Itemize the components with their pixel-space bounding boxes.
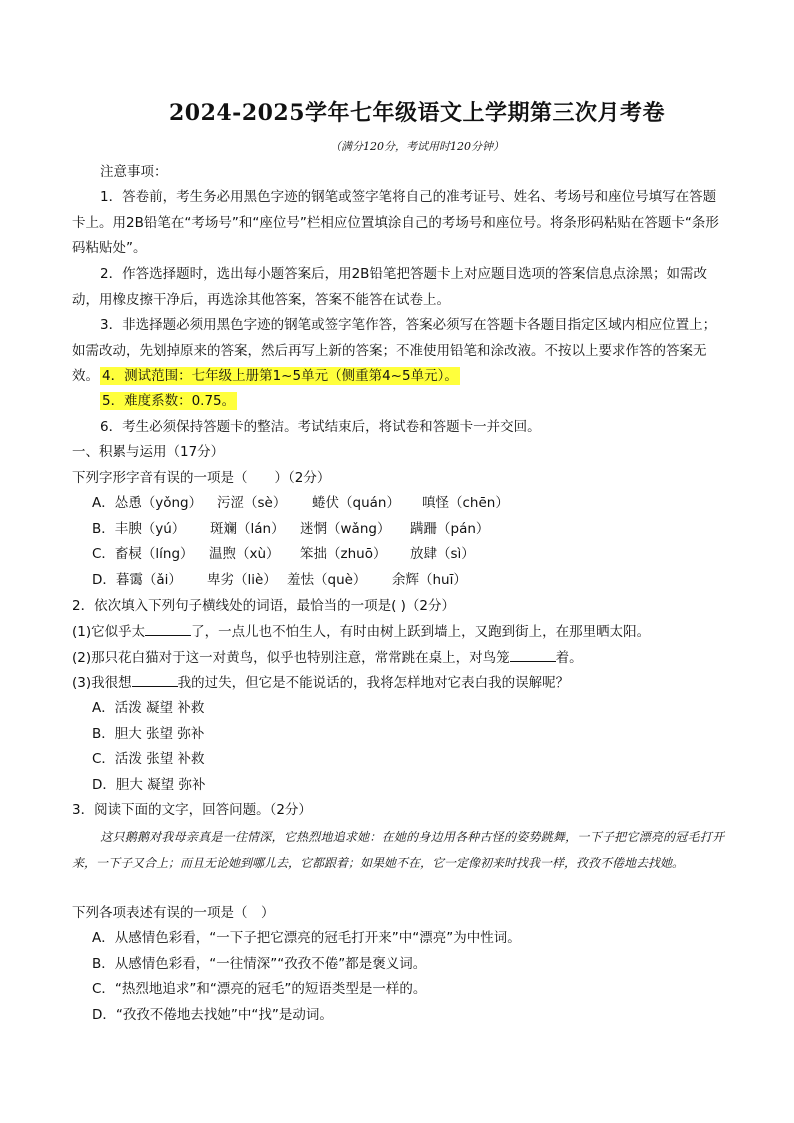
fill-blank — [145, 621, 191, 636]
notice-item-4 — [100, 366, 460, 386]
q3-option-a: A．从感情色彩看，“一下子把它漂亮的冠毛打开来”中“漂亮”为中性词。 — [92, 930, 521, 946]
q3-option-c: C．“热烈地追求”和“漂亮的冠毛”的短语类型是一样的。 — [92, 981, 427, 997]
section-heading: 一、积累与运用（17分） — [72, 444, 225, 460]
notice-item-3: 3．非选择题必须用黑色字迹的钢笔或签字笔作答，答案必须写在答题卡各题目指定区域内相应位置上；如需改动，先划掉原来的答案，然后再写上新的答案；不准使用铅笔和涂改液。不按以上要求作答的答案无效。 — [72, 317, 717, 384]
q2-option-d: D．胆大 凝望 弥补 — [92, 777, 206, 793]
highlighted-test-scope: 4．测试范围：七年级上册第1~5单元（侧重第4~5单元）。 — [102, 368, 458, 384]
notice-item-1: 1．答卷前，考生务必用黑色字迹的钢笔或签字笔将自己的准考证号、姓名、考场号和座位号填写在答题卡上。用2B铅笔在“考场号”和“座位号”栏相应位置填涂自己的考场号和座位号。将条形码粘贴在答题卡“条形码粘贴处”。 — [72, 189, 719, 256]
q3-question: 下列各项表述有误的一项是（ ） — [72, 905, 275, 921]
q2-option-b: B．胆大 张望 弥补 — [92, 726, 205, 742]
q2-sentence-1: (1)它似乎太 了，一点儿也不怕生人，有时由树上跃到墙上，又跑到街上，在那里晒太阳。 — [72, 621, 650, 642]
q1-option-d: D．暮霭（ǎi） 卑劣（liè） 羞怯（què） 余辉（huī） — [92, 572, 467, 588]
q2-stem: 2．依次填入下列句子横线处的词语，最恰当的一项是( )（2分） — [72, 598, 456, 614]
notice-item-2: 2．作答选择题时，选出每小题答案后，用2B铅笔把答题卡上对应题目选项的答案信息点涂黑；如需改动，用橡皮擦干净后，再选涂其他答案，答案不能答在试卷上。 — [72, 266, 707, 308]
notice-item-5 — [100, 391, 237, 411]
q3-passage: 这只鹅鹅对我母亲真是一往情深，它热烈地追求她：在她的身边用各种古怪的姿势跳舞，一下子把它漂亮的冠毛打开来，一下子又合上；而且无论她到哪儿去，它都跟着；如果她不在，它一定像初来时找我一样，孜孜不倦地去找她。 — [72, 830, 724, 870]
q3-option-b: B．从感情色彩看，“一往情深”“孜孜不倦”都是褒义词。 — [92, 956, 427, 972]
q2-sentence-3: (3)我很想 我的过失，但它是不能说话的，我将怎样地对它表白我的误解呢？ — [72, 672, 569, 693]
q3-stem: 3．阅读下面的文字，回答问题。（2分） — [72, 802, 312, 818]
highlighted-difficulty: 5．难度系数：0.75。 — [102, 393, 236, 409]
notice-heading: 注意事项： — [100, 164, 168, 180]
q1-option-c: C．畜棂（líng） 温煦（xù） 笨拙（zhuō） 放肆（sì） — [92, 546, 475, 562]
q1-option-a: A．怂恿（yǒng） 污涩（sè） 蜷伏（quán） 嗔怪（chēn） — [92, 495, 509, 511]
fill-blank — [510, 647, 556, 662]
q1-stem: 下列字形字音有误的一项是（ ）（2分） — [72, 470, 331, 486]
notice-item-6: 6．考生必须保持答题卡的整洁。考试结束后，将试卷和答题卡一并交回。 — [100, 419, 541, 435]
q2-option-a: A．活泼 凝望 补救 — [92, 700, 205, 716]
exam-subtitle: （满分120分，考试用时120分钟） — [330, 140, 504, 153]
fill-blank — [132, 672, 178, 687]
q2-option-c: C．活泼 张望 补救 — [92, 751, 205, 767]
q1-option-b: B．丰腴（yú） 斑斓（lán） 迷惘（wǎng） 蹒跚（pán） — [92, 521, 490, 537]
exam-title: 2024-2025学年七年级语文上学期第三次月考卷 — [168, 100, 666, 126]
q3-option-d: D．“孜孜不倦地去找她”中“找”是动词。 — [92, 1007, 333, 1023]
q2-sentence-2: (2)那只花白猫对于这一对黄鸟，似乎也特别注意，常常跳在桌上，对鸟笼 着。 — [72, 647, 583, 668]
